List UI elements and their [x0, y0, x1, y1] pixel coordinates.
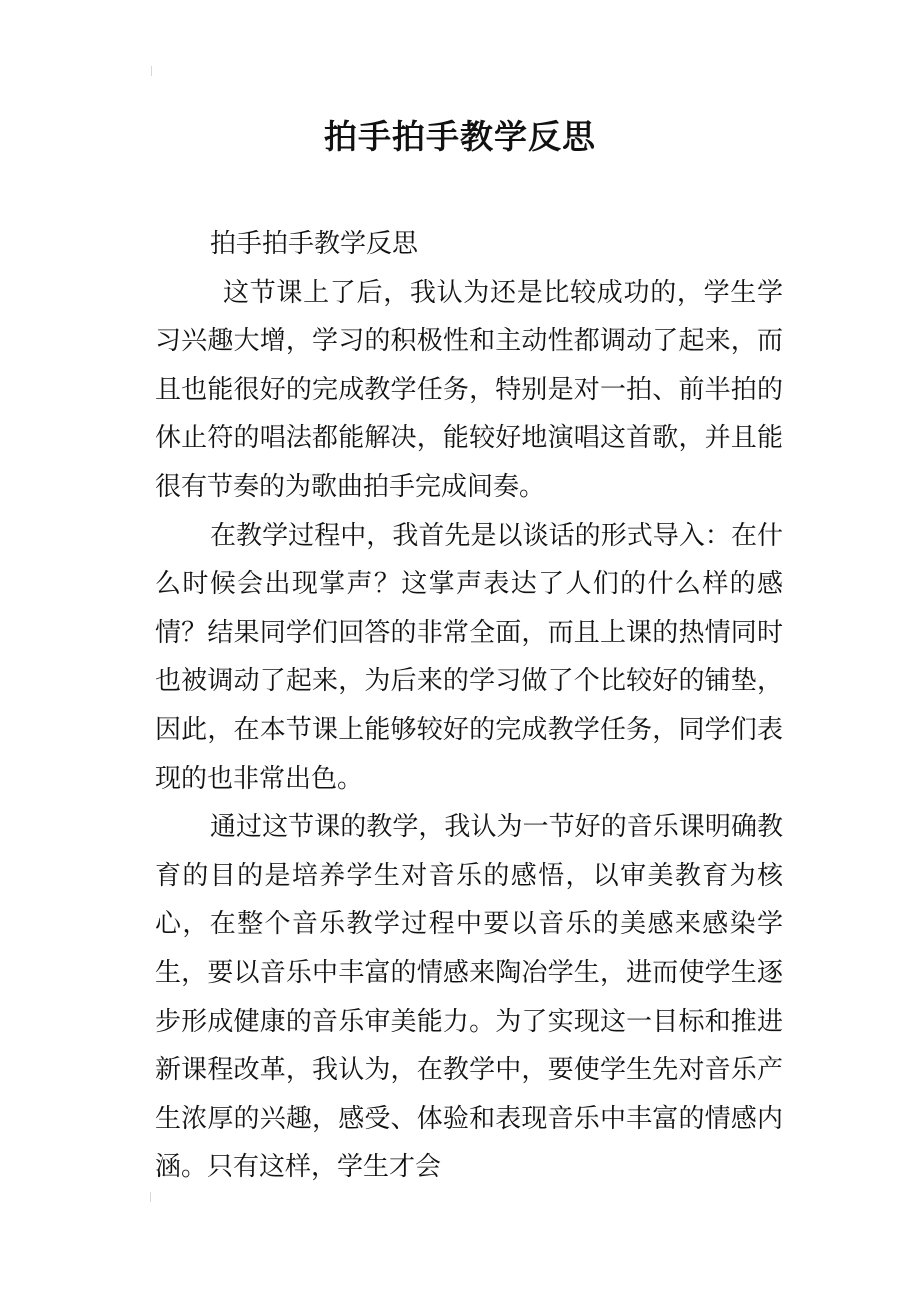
- document-body: [155, 220, 783, 1192]
- scan-mark: [150, 1192, 157, 1202]
- paragraph: 通过这节课的教学，我认为一节好的音乐课明确教育的目的是培养学生对音乐的感悟，以审美教育为核心，在整个音乐教学过程中要以音乐的美感来感染学生，要以音乐中丰富的情感来陶冶学生，进而使学生逐步形成健康的音乐审美能力。为了实现这一目标和推进新课程改革，我认为，在教学中，要使学生先对音乐产生浓厚的兴趣，感受、体验和表现音乐中丰富的情感内涵。只有这样，学生才会: [155, 812, 783, 1183]
- paragraph: 这节课上了后，我认为还是比较成功的，学生学习兴趣大增，学习的积极性和主动性都调动了起来，而且也能很好的完成教学任务，特别是对一拍、前半拍的休止符的唱法都能解决，能较好地演唱这首歌，并且能很有节奏的为歌曲拍手完成间奏。: [155, 277, 783, 502]
- scan-mark: [151, 66, 158, 76]
- subtitle-line: 拍手拍手教学反思: [210, 229, 419, 259]
- document-title: 拍手拍手教学反思: [324, 117, 596, 156]
- paragraph: 在教学过程中，我首先是以谈话的形式导入：在什么时候会出现掌声？这掌声表达了人们的什么样的感情？结果同学们回答的非常全面，而且上课的热情同时也被调动了起来，为后来的学习做了个比较好的铺垫，因此，在本节课上能够较好的完成教学任务，同学们表现的也非常出色。: [155, 520, 783, 794]
